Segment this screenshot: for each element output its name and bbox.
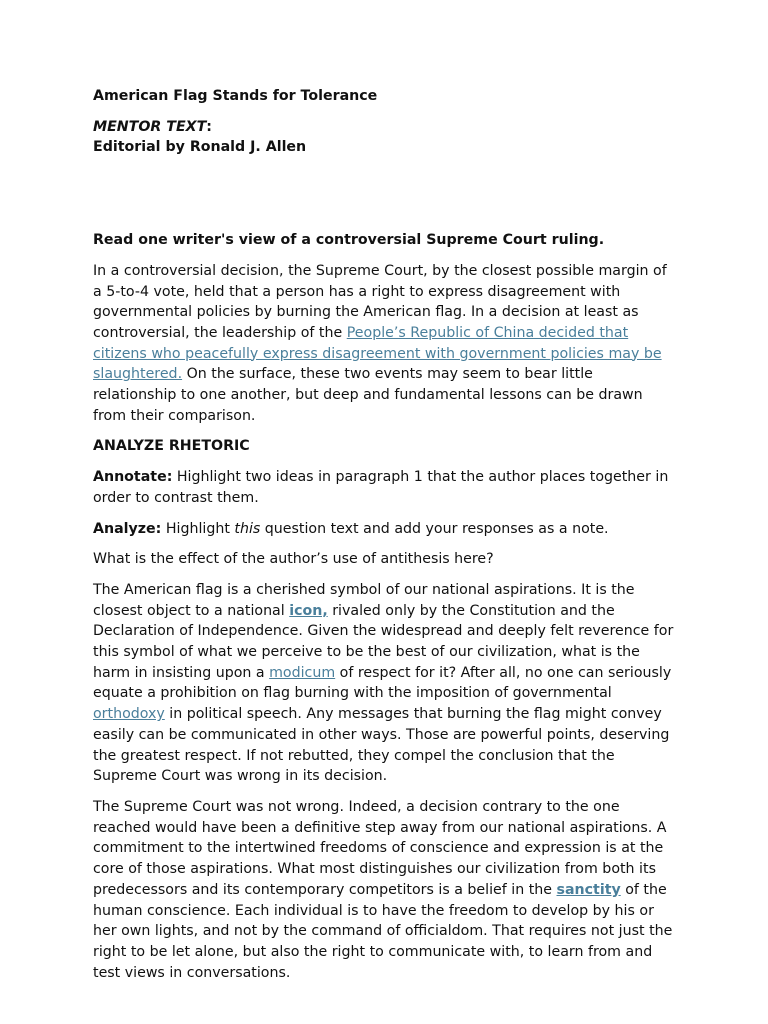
annotate-instruction	[93, 467, 678, 508]
paragraph-1-text-after: On the surface, these two events may seem to bear little relationship to one another, but deep and fundamental lessons can be drawn from their comparison.	[93, 366, 643, 424]
document-title: American Flag Stands for Tolerance	[93, 88, 378, 104]
paragraph-2-part-4: in political speech. Any messages that burning the flag might convey easily can be communicated in other ways. Those are powerful points, deserving the greatest respect. If not rebutted, they compel the conclusion that the Supreme Court was wrong in its decision.	[93, 706, 670, 785]
paragraph-3-part-1: The Supreme Court was not wrong. Indeed, a decision contrary to the one reached would have been a definitive step away from our national aspirations. A commitment to the intertwined freedoms of conscience and expression is at the core of those aspirations. What most distinguishes our civilization from both its predecessors and its contemporary competitors is a belief in the	[93, 798, 667, 898]
icon-vocab-link[interactable]: icon,	[289, 602, 328, 619]
annotate-label: Annotate:	[93, 469, 173, 486]
paragraph-2-part-3: of respect for it? After all, no one can seriously equate a prohibition on flag burning with the imposition of governmental	[93, 664, 672, 702]
mentor-colon: :	[206, 118, 212, 135]
mentor-label: MENTOR TEXT	[93, 118, 207, 135]
spacer	[93, 158, 678, 218]
document-body	[93, 86, 678, 993]
paragraph-2-part-2: rivaled only by the Constitution and the Declaration of Independence. Given the widespread and deeply felt reverence for this symbol of what we perceive to be the best of our civilization, what is the harm in insisting upon a	[93, 602, 674, 681]
paragraph-1-text-before: In a controversial decision, the Supreme Court, by the closest possible margin of a 5-to-4 vote, held that a person has a right to express disagreement with governmental policies by burning the American flag. In a decision at least as controversial, the leadership of the	[93, 262, 667, 341]
paragraph-1	[93, 261, 678, 427]
analyze-text-after: question text and add your responses as a note.	[260, 520, 609, 537]
paragraph-3	[93, 797, 678, 983]
orthodoxy-vocab-link[interactable]: orthodoxy	[93, 706, 165, 723]
modicum-vocab-link[interactable]: modicum	[269, 664, 336, 681]
china-decision-link[interactable]: People’s Republic of China decided that citizens who peacefully express disagreement with government policies may be slaughtered.	[93, 324, 662, 383]
analyze-instruction	[93, 519, 678, 540]
intro-prompt: Read one writer's view of a controversial Supreme Court ruling.	[93, 232, 605, 249]
paragraph-2	[93, 580, 678, 787]
byline: Editorial by Ronald J. Allen	[93, 139, 307, 156]
sanctity-vocab-link[interactable]: sanctity	[556, 881, 621, 898]
mentor-block	[93, 117, 678, 158]
analyze-text-italic: this	[234, 520, 261, 537]
analyze-text-before: Highlight	[161, 520, 235, 537]
analyze-rhetoric-heading: ANALYZE RHETORIC	[93, 438, 250, 455]
antithesis-question[interactable]: What is the effect of the author’s use of antithesis here?	[93, 551, 494, 568]
annotate-text: Highlight two ideas in paragraph 1 that the author places together in order to contrast them.	[93, 469, 669, 506]
paragraph-2-part-1: The American flag is a cherished symbol of our national aspirations. It is the closest object to a national	[93, 581, 635, 619]
analyze-label: Analyze:	[93, 520, 162, 537]
paragraph-3-part-2: of the human conscience. Each individual is to have the freedom to develop by his or her own lights, and not by the command of officialdom. That requires not just the right to be let alone, but also the right to communicate with, to learn from and test views in conversations.	[93, 881, 673, 981]
